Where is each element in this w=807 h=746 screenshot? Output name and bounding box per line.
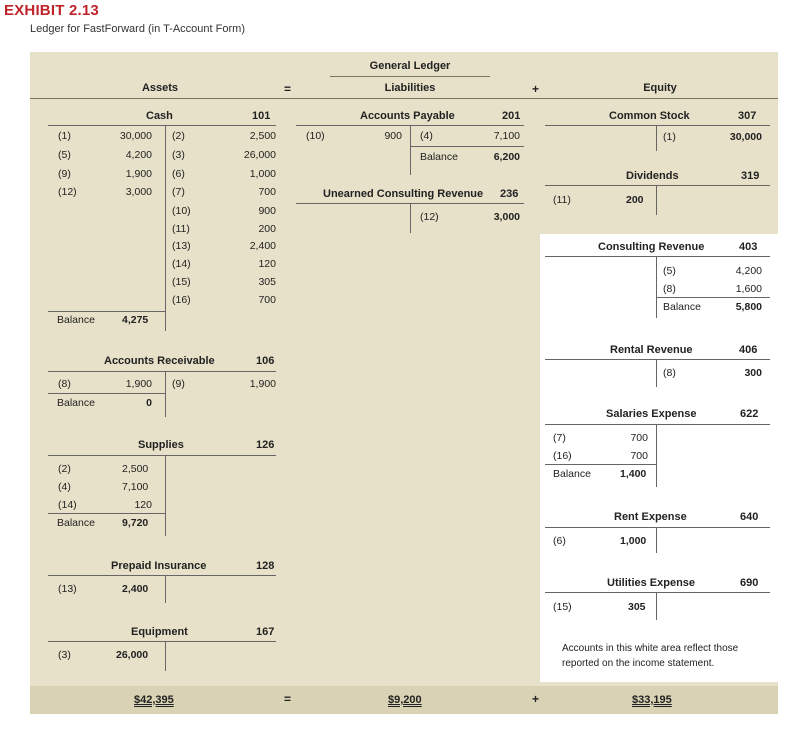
- utilities-debit-ref: (15): [553, 601, 572, 613]
- cash-credit-amount: 700: [258, 294, 276, 306]
- cash-credit-ref: (7): [172, 186, 185, 198]
- salaries-balance-amount: 1,400: [620, 468, 647, 480]
- consulting-credit-ref: (8): [663, 283, 676, 295]
- equals-sign: =: [284, 82, 292, 96]
- utilities-account-name: Utilities Expense: [607, 577, 696, 589]
- cash-debit-ref: (12): [58, 186, 77, 198]
- cash-credit-ref: (6): [172, 168, 185, 180]
- prepaid-account-number: 128: [256, 560, 275, 572]
- salaries-debit-ref: (7): [553, 432, 566, 444]
- prepaid-debit-ref: (13): [58, 583, 77, 595]
- ar-balance-amount: 0: [146, 397, 152, 409]
- ap-account-number: 201: [502, 110, 521, 122]
- cash-debit-amount: 30,000: [119, 130, 152, 142]
- equipment-account-number: 167: [256, 626, 275, 638]
- ar-debit-amount: 1,900: [125, 378, 152, 390]
- rental-t-divider: [656, 359, 657, 387]
- equipment-t-divider: [165, 641, 166, 671]
- assets-total: $42,395: [134, 694, 174, 706]
- cash-debit-ref: (9): [58, 168, 71, 180]
- consulting-credit-ref: (5): [663, 265, 676, 277]
- ucr-credit-amount: 3,000: [493, 211, 520, 223]
- consulting-credit-amount: 1,600: [735, 283, 762, 295]
- ar-balance-label: Balance: [57, 397, 95, 409]
- cash-credit-amount: 305: [258, 276, 276, 288]
- rental-t-line: [545, 359, 770, 360]
- cash-credit-amount: 200: [258, 223, 276, 235]
- supplies-debit-amount: 7,100: [122, 481, 149, 493]
- consulting-t-divider: [656, 256, 657, 318]
- ar-t-divider: [165, 371, 166, 417]
- ap-balance-amount: 6,200: [493, 151, 520, 163]
- salaries-balance-label: Balance: [553, 468, 591, 480]
- div-t-divider: [656, 185, 657, 215]
- ucr-t-divider: [410, 203, 411, 233]
- cash-debit-amount: 3,000: [125, 186, 152, 198]
- prepaid-t-line: [48, 575, 276, 576]
- salaries-account-number: 622: [740, 408, 759, 420]
- general-ledger-heading: General Ledger: [369, 60, 451, 72]
- cash-balance-rule: [48, 311, 165, 312]
- cash-credit-amount: 1,000: [249, 168, 276, 180]
- cash-credit-amount: 2,400: [249, 240, 276, 252]
- consulting-t-line: [545, 256, 770, 257]
- supplies-balance-amount: 9,720: [122, 517, 149, 529]
- supplies-debit-amount: 2,500: [122, 463, 149, 475]
- supplies-account-number: 126: [256, 439, 275, 451]
- rent-account-number: 640: [740, 511, 759, 523]
- utilities-t-divider: [656, 592, 657, 620]
- supplies-debit-ref: (14): [58, 499, 77, 511]
- ar-credit-amount: 1,900: [249, 378, 276, 390]
- cash-balance-amount: 4,275: [122, 314, 149, 326]
- supplies-debit-ref: (2): [58, 463, 71, 475]
- consulting-balance-label: Balance: [663, 301, 701, 313]
- ucr-account-number: 236: [500, 188, 519, 200]
- cash-debit-ref: (5): [58, 149, 71, 161]
- cash-credit-ref: (16): [172, 294, 191, 306]
- equipment-debit-ref: (3): [58, 649, 71, 661]
- supplies-account-name: Supplies: [138, 439, 184, 451]
- cash-credit-amount: 26,000: [243, 149, 276, 161]
- ap-balance-label: Balance: [420, 151, 458, 163]
- ap-balance-rule: [410, 146, 524, 147]
- consulting-balance-amount: 5,800: [735, 301, 762, 313]
- cash-credit-amount: 120: [258, 258, 276, 270]
- div-debit-ref: (11): [553, 194, 571, 206]
- supplies-t-divider: [165, 455, 166, 536]
- div-account-name: Dividends: [626, 170, 679, 182]
- ap-debit-amount: 900: [384, 130, 402, 142]
- header-bottom-rule: [30, 98, 778, 99]
- cash-debit-amount: 1,900: [125, 168, 152, 180]
- cash-balance-label: Balance: [57, 314, 95, 326]
- utilities-account-number: 690: [740, 577, 759, 589]
- equipment-account-name: Equipment: [131, 626, 188, 638]
- ap-credit-amount: 7,100: [493, 130, 520, 142]
- cash-credit-ref: (15): [172, 276, 191, 288]
- div-account-number: 319: [741, 170, 760, 182]
- plus-sign: +: [532, 82, 540, 96]
- salaries-debit-amount: 700: [630, 432, 648, 444]
- cash-credit-ref: (13): [172, 240, 191, 252]
- rent-debit-ref: (6): [553, 535, 566, 547]
- salaries-debit-amount: 700: [630, 450, 648, 462]
- cs-t-divider: [656, 125, 657, 151]
- consulting-balance-rule: [656, 297, 770, 298]
- ar-account-number: 106: [256, 355, 275, 367]
- ap-t-divider: [410, 125, 411, 175]
- ap-account-name: Accounts Payable: [360, 110, 455, 122]
- ar-debit-ref: (8): [58, 378, 71, 390]
- rent-t-line: [545, 527, 770, 528]
- salaries-debit-ref: (16): [553, 450, 572, 462]
- consulting-credit-amount: 4,200: [735, 265, 762, 277]
- rental-credit-ref: (8): [663, 367, 676, 379]
- div-debit-amount: 200: [626, 194, 644, 206]
- cs-account-number: 307: [738, 110, 757, 122]
- ar-t-line: [48, 371, 276, 372]
- consulting-account-number: 403: [739, 241, 758, 253]
- cash-credit-ref: (10): [172, 205, 191, 217]
- supplies-debit-amount: 120: [134, 499, 152, 511]
- cash-credit-ref: (14): [172, 258, 191, 270]
- ar-balance-rule: [48, 393, 165, 394]
- salaries-t-line: [545, 424, 770, 425]
- totals-plus-sign: +: [532, 692, 540, 706]
- supplies-balance-label: Balance: [57, 517, 95, 529]
- salaries-t-divider: [656, 424, 657, 487]
- rent-t-divider: [656, 527, 657, 553]
- prepaid-t-divider: [165, 575, 166, 603]
- cs-credit-amount: 30,000: [729, 131, 762, 143]
- cash-credit-amount: 2,500: [249, 130, 276, 142]
- assets-heading: Assets: [141, 82, 179, 94]
- cash-account-name: Cash: [146, 110, 173, 122]
- cash-debit-amount: 4,200: [125, 149, 152, 161]
- prepaid-debit-amount: 2,400: [122, 583, 149, 595]
- rental-account-name: Rental Revenue: [610, 344, 693, 356]
- header-rule: [330, 76, 490, 77]
- rent-debit-amount: 1,000: [620, 535, 647, 547]
- ap-debit-ref: (10): [306, 130, 325, 142]
- cash-t-line: [48, 125, 276, 126]
- supplies-balance-rule: [48, 513, 165, 514]
- cs-t-line: [545, 125, 770, 126]
- prepaid-account-name: Prepaid Insurance: [111, 560, 207, 572]
- ucr-credit-ref: (12): [420, 211, 439, 223]
- rent-account-name: Rent Expense: [614, 511, 687, 523]
- cash-debit-ref: (1): [58, 130, 71, 142]
- salaries-account-name: Salaries Expense: [606, 408, 697, 420]
- cash-account-number: 101: [252, 110, 271, 122]
- liabilities-heading: Liabilities: [384, 82, 436, 94]
- ar-credit-ref: (9): [172, 378, 185, 390]
- div-t-line: [545, 185, 770, 186]
- equity-total: $33,195: [632, 694, 672, 706]
- totals-equals-sign: =: [284, 692, 292, 706]
- utilities-debit-amount: 305: [628, 601, 646, 613]
- ucr-account-name: Unearned Consulting Revenue: [323, 188, 484, 200]
- cash-credit-ref: (3): [172, 149, 185, 161]
- supplies-t-line: [48, 455, 276, 456]
- exhibit-title: EXHIBIT 2.13: [4, 2, 99, 19]
- cs-account-name: Common Stock: [609, 110, 690, 122]
- cash-t-divider: [165, 125, 166, 331]
- ar-account-name: Accounts Receivable: [104, 355, 215, 367]
- rental-account-number: 406: [739, 344, 758, 356]
- rental-credit-amount: 300: [744, 367, 762, 379]
- cash-credit-amount: 900: [258, 205, 276, 217]
- income-statement-note: Accounts in this white area reflect those reported on the income statement.: [562, 643, 739, 669]
- equipment-debit-amount: 26,000: [116, 649, 149, 661]
- ap-credit-ref: (4): [420, 130, 433, 142]
- cash-credit-ref: (11): [172, 223, 190, 235]
- utilities-t-line: [545, 592, 770, 593]
- consulting-account-name: Consulting Revenue: [598, 241, 705, 253]
- supplies-debit-ref: (4): [58, 481, 71, 493]
- cash-credit-amount: 700: [258, 186, 276, 198]
- equipment-t-line: [48, 641, 276, 642]
- equity-heading: Equity: [643, 82, 677, 94]
- exhibit-subtitle: Ledger for FastForward (in T-Account Form): [30, 23, 245, 35]
- cs-credit-ref: (1): [663, 131, 676, 143]
- liabilities-total: $9,200: [388, 694, 422, 706]
- salaries-balance-rule: [545, 464, 656, 465]
- cash-credit-ref: (2): [172, 130, 185, 142]
